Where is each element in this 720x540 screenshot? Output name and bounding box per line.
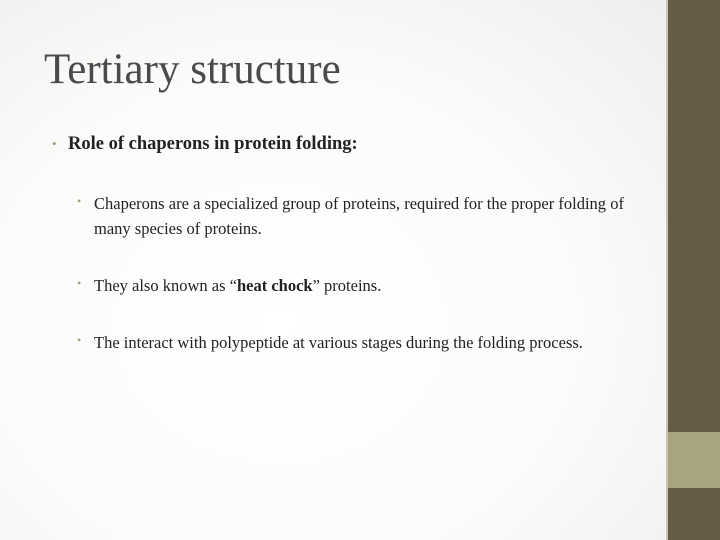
slide-title: Tertiary structure xyxy=(44,46,341,93)
main-bullet xyxy=(52,133,632,155)
sub-bullet xyxy=(77,191,624,241)
bullet-icon: • xyxy=(77,333,82,347)
sub-bullet-text xyxy=(94,273,624,298)
bullet-icon: • xyxy=(52,136,57,151)
sub-bullet xyxy=(77,273,624,298)
bullet-icon: • xyxy=(77,276,82,290)
sub-bullet-text: Chaperons are a specialized group of proteins, required for the proper folding of many species of proteins. xyxy=(94,194,624,238)
sub-bullet-text: The interact with polypeptide at various stages during the folding process. xyxy=(94,333,583,352)
side-bar-accent xyxy=(668,432,720,488)
sub-bullet xyxy=(77,330,624,355)
text-segment: ” proteins. xyxy=(312,276,382,295)
main-bullet-text: Role of chaperons in protein folding: xyxy=(68,134,358,154)
text-segment: They also known as “ xyxy=(94,276,237,295)
side-bar-top xyxy=(668,0,720,432)
bullet-icon: • xyxy=(77,194,82,208)
emphasized-term: heat chock xyxy=(236,276,313,295)
side-bar-bottom xyxy=(668,488,720,540)
